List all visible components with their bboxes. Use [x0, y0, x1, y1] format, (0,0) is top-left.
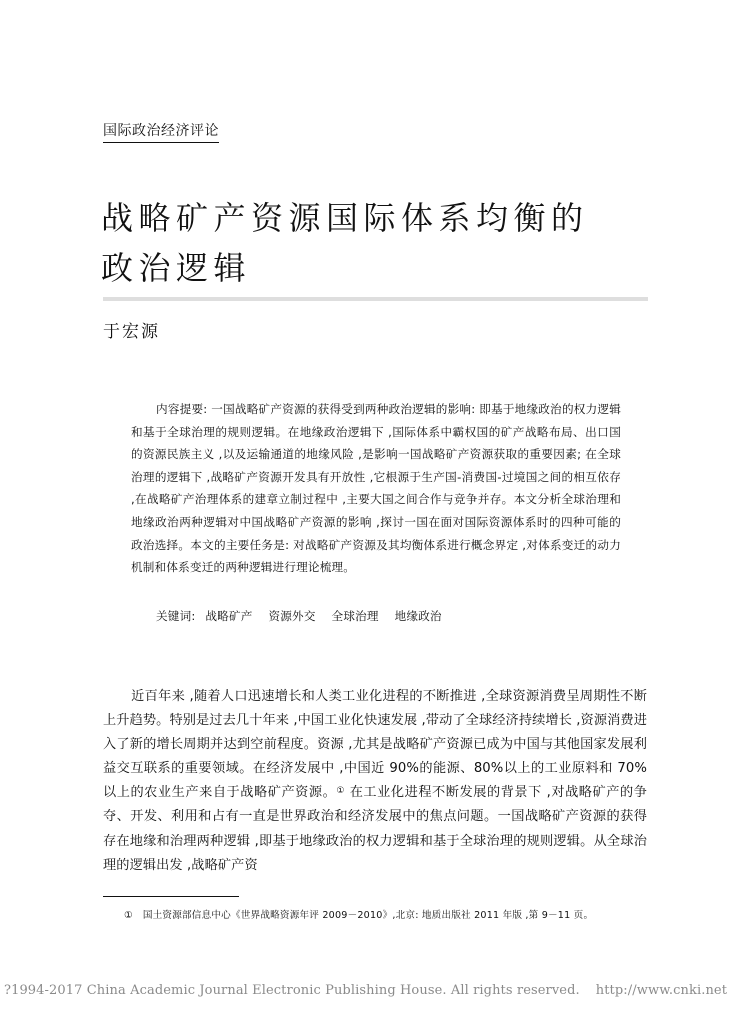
copyright-text: ?1994-2017 China Academic Journal Electronic Publishing House. All rights reserved.	[4, 983, 580, 998]
keyword-item: 全球治理	[331, 609, 379, 623]
footnote-divider	[103, 896, 239, 897]
title-line-2: 政治逻辑	[101, 249, 252, 287]
keywords-label: 关键词:	[156, 609, 196, 623]
copyright-footer	[4, 983, 745, 998]
journal-section-label: 国际政治经济评论	[103, 120, 219, 143]
keyword-item: 地缘政治	[394, 609, 442, 623]
abstract	[131, 398, 621, 579]
body-text-part-1: 近百年来 ,随着人口迅速增长和人类工业化进程的不断推进 ,全球资源消费呈周期性不断上升趋势。特别是过去几十年来 ,中国工业化快速发展 ,带动了全球经济持续增长 ,资源消费进入了新的增长周期并达到空前程度。资源 ,尤其是战略矿产资源已成为中国与其他国家发展利益交互联系的重要领域。在经济发展中 ,中国近 90%的能源、80%以上的工业原料和 70%以上的农业生产来自于战略矿产资源。	[103, 689, 647, 801]
footnote-number: ①	[124, 910, 133, 921]
footnote-text: 国土资源部信息中心《世界战略资源年评 2009－2010》,北京: 地质出版社 2011 年版 ,第 9－11 页。	[142, 910, 594, 921]
footnote	[124, 907, 593, 921]
title-line-1: 战略矿产资源国际体系均衡的	[101, 199, 589, 237]
cnki-link[interactable]: http://www.cnki.net	[595, 983, 728, 998]
abstract-text: 内容提要: 一国战略矿产资源的获得受到两种政治逻辑的影响: 即基于地缘政治的权力逻辑和基于全球治理的规则逻辑。在地缘政治逻辑下 ,国际体系中霸权国的矿产战略布局、出口国的资源民族主义 ,以及运输通道的地缘风险 ,是影响一国战略矿产资源获取的重要因素; 在全球治理的逻辑下 ,战略矿产资源开发具有开放性 ,它根源于生产国-消费国-过境国之间的相互依存 ,在战略矿产治理体系的建章立制过程中 ,主要大国之间合作与竞争并存。本文分析全球治理和地缘政治两种逻辑对中国战略矿产资源的影响 ,探讨一国在面对国际资源体系时的四种可能的政治选择。本文的主要任务是: 对战略矿产资源及其均衡体系进行概念界定 ,对体系变迁的动力机制和体系变迁的两种逻辑进行理论梳理。	[131, 402, 621, 575]
title-divider	[103, 297, 648, 301]
keywords	[156, 608, 454, 624]
footnote-reference[interactable]: ①	[336, 786, 345, 797]
article-title	[101, 193, 661, 293]
body-text-part-2: 在工业化进程不断发展的背景下 ,对战略矿产的争夺、开发、利用和占有一直是世界政治和经济发展中的焦点问题。一国战略矿产资源的获得存在地缘和治理两种逻辑 ,即基于地缘政治的权力逻辑和基于全球治理的规则逻辑。从全球治理的逻辑出发 ,战略矿产资	[103, 785, 647, 873]
keyword-item: 战略矿产	[205, 609, 253, 623]
body-paragraph	[103, 685, 647, 878]
keyword-item: 资源外交	[268, 609, 316, 623]
author-name: 于宏源	[103, 322, 160, 342]
